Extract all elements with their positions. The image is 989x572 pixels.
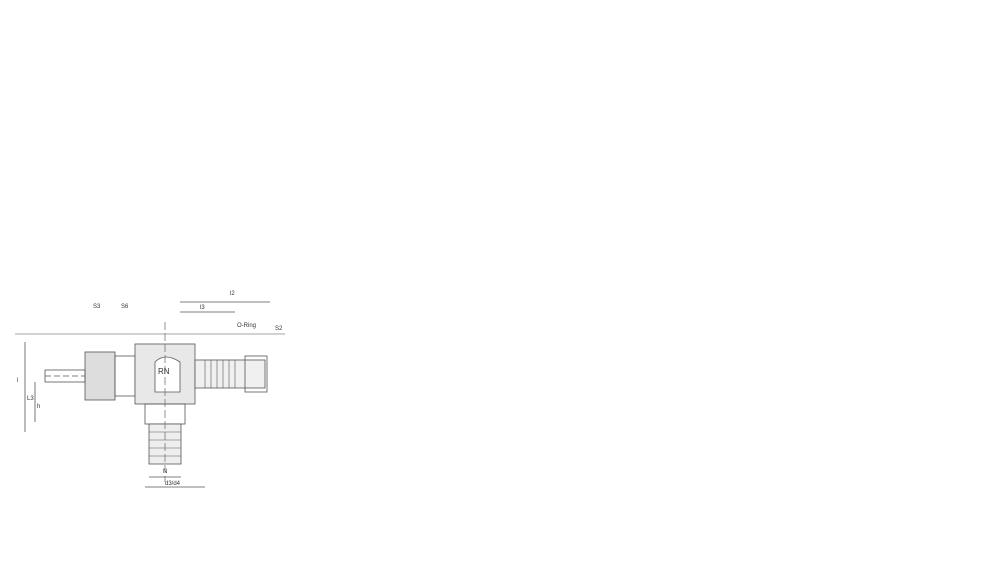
drawing-label-l3: l3 xyxy=(200,305,205,311)
product-heading xyxy=(18,6,298,10)
technical-drawing xyxy=(5,282,295,492)
drawing-label-d3-d4: d3/d4 xyxy=(165,481,181,487)
drawing-label-rn: RN xyxy=(158,367,170,376)
drawing-label-s6: S6 xyxy=(121,304,129,310)
drawing-label-l: l xyxy=(17,378,19,384)
drawing-label-l2: l2 xyxy=(230,291,235,297)
drawing-label-l3-vertical: L3 xyxy=(27,396,34,402)
drawing-label-o-ring: O-Ring xyxy=(237,323,257,329)
drawing-label-h: h xyxy=(37,404,41,410)
drawing-label-s2: S2 xyxy=(275,326,283,332)
drawing-label-n: N xyxy=(163,469,168,475)
drawing-label-s3: S3 xyxy=(93,304,101,310)
